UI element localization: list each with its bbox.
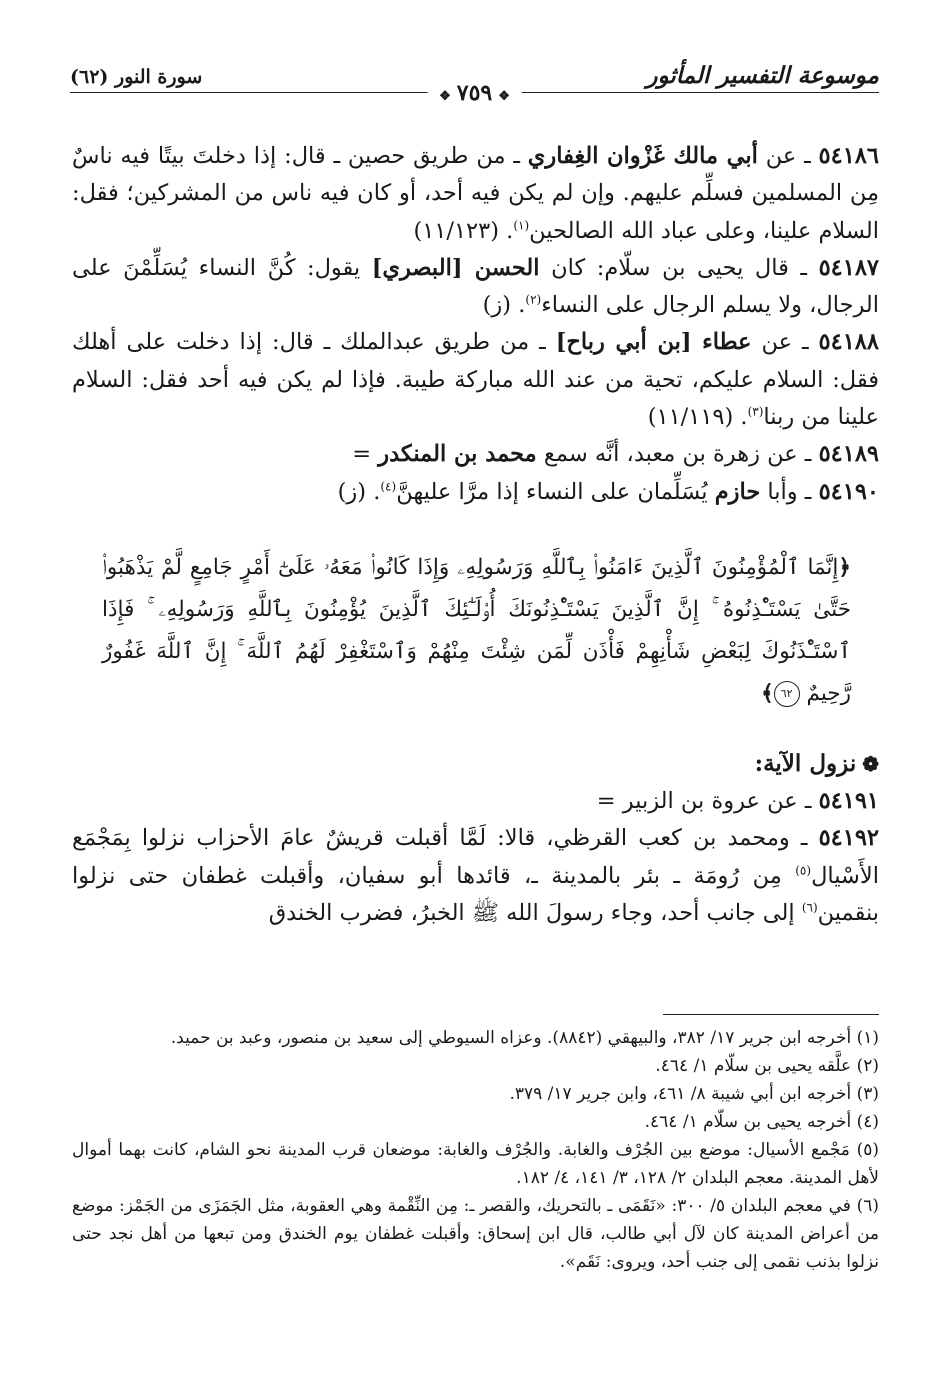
footnote-marker[interactable]: (٦) [801,900,818,915]
entry-54190 [72,474,879,511]
entry-text: ـ عن عروة بن الزبير = [596,787,819,814]
entry-number: ٥٤١٩٠ [818,478,879,505]
footnote-marker[interactable]: (٤) [380,479,397,494]
entry-text: ـ قال يحيى بن سلّام: كان [539,254,819,281]
ornament-icon: ❖ [439,89,451,104]
footnote-marker[interactable]: (٥) [795,863,812,878]
entry-text: ـ عن [757,143,819,169]
quran-text: إِنَّمَا ٱلْمُؤْمِنُونَ ٱلَّذِينَ ءَامَنُوا۟ بِٱللَّهِ وَرَسُولِهِۦ وَإِذَا كَانُوا۟ مَعَهُۥ عَلَىٰٓ أَمْرٍ جَامِعٍ لَّمْ يَذْهَبُوا۟ حَتَّىٰ يَسْتَـْٔذِنُوهُ ۚ إِنَّ ٱلَّذِينَ يَسْتَـْٔذِنُونَكَ أُو۟لَـٰٓئِكَ ٱلَّذِينَ يُؤْمِنُونَ بِٱللَّهِ وَرَسُولِهِۦ ۚ فَإِذَا ٱسْتَـْٔذَنُوكَ لِبَعْضِ شَأْنِهِمْ فَأْذَن لِّمَن شِئْتَ مِنْهُمْ وَٱسْتَغْفِرْ لَهُمُ ٱللَّهَ ۚ إِنَّ ٱللَّهَ غَفُورٌ رَّحِيمٌ [102,554,851,706]
entry-54186 [72,138,879,250]
entry-number: ٥٤١٨٧ [818,254,880,281]
entry-number: ٥٤١٩١ [818,787,879,814]
entry-54191 [72,783,879,820]
ornament-icon: ❖ [498,89,510,104]
narrator-name: حازم [714,478,761,505]
book-title: موسوعة التفسير المأثور [646,62,879,89]
footnotes [72,1024,879,1276]
volume-reference: . (١١/١١٩) [647,404,748,431]
entry-54192 [72,820,879,932]
quran-close-bracket: ﴾ [761,680,774,706]
narrator-name: عطاء [بن أبي رباح] [555,329,752,356]
volume-reference: . (ز) [482,292,526,319]
page-number [427,80,522,106]
section-title: نزول الآية: [754,749,857,777]
entry-text: ـ من طريق حصين ـ قال: إذا دخلتَ بيتًا فيه ناسٌ مِن المسلمين فسلِّم عليهم. وإن لم يكن فيه أحد، أو كان فيه ناس من المشركين؛ فقل: السلام علينا، وعلى عباد الله الصالحين [72,143,879,244]
footnote-5: (٥) مَجْمع الأسيال: موضع بين الجُرْف والغابة. والجُرْف والغابة: موضعان قرب المدينة نحو الشام، كانت بهما أموال لأهل المدينة. معجم البلدان ٢/ ١٢٨، ٣/ ١٤١، ٤/ ١٨٢. [72,1140,879,1188]
entry-text: ـ وأبا [760,478,819,505]
entry-text: ـ ومحمد بن كعب القرظي، قالا: لَمَّا أقبلت قريشٌ عامَ الأحزاب نزلوا بِمَجْمَع الأَسْيال [72,825,879,889]
entry-text: = [352,441,379,468]
entry-text: يقول: كُنَّ النساء يُسَلِّمْنَ على الرجال، ولا يسلم الرجال على النساء [72,254,879,319]
entry-54189 [72,436,879,473]
footnote-marker[interactable]: (٢) [525,292,542,307]
quran-open-bracket: ﴿ [838,554,851,580]
footnote-separator [663,1014,879,1015]
entry-number: ٥٤١٨٨ [818,329,879,356]
narrator-name: محمد بن المنكدر [378,441,537,468]
entry-text: مِن رُومَة ـ بئر بالمدينة ـ، قائدها أبو سفيان، وأقبلت غطفان حتى نزلوا بنقمين [72,862,879,926]
footnote-marker[interactable]: (١) [513,218,530,233]
footnote-1: (١) أخرجه ابن جرير ١٧/ ٣٨٢، والبيهقي (٨٨٤٢). وعزاه السيوطي إلى سعيد بن منصور، وعبد بن حميد. [170,1028,879,1048]
volume-reference: . (١١/١٢٣) [413,217,514,244]
entry-text: ـ من طريق عبدالملك ـ قال: إذا دخلت على أهلك فقل: السلام عليكم، تحية من عند الله مباركة طيبة. فإذا لم يكن فيه أحد فقل: السلام علينا من ربنا [72,329,879,431]
entry-number: ٥٤١٨٦ [818,143,879,169]
narrator-name: أبي مالك غَزْوان الغِفاري [527,143,758,169]
flower-icon: ❁ [862,751,879,776]
entry-text: يُسَلِّمان على النساء إذا مرَّا عليهنَّ [396,478,715,505]
quran-verse [72,547,879,715]
ayah-number-marker: ٦٢ [774,681,800,707]
volume-reference: . (ز) [337,478,381,505]
footnote-2: (٢) علَّقه يحيى بن سلّام ١/ ٤٦٤. [655,1056,879,1076]
entry-54188 [72,324,879,436]
footnote-4: (٤) أخرجه يحيى بن سلّام ١/ ٤٦٤. [644,1112,879,1132]
entry-text: ـ عن [751,329,819,356]
surah-name: سورة النور (٦٢) [70,66,203,88]
entry-number: ٥٤١٩٢ [818,825,879,852]
entry-number: ٥٤١٨٩ [818,441,879,468]
entry-text: إلى جانب أحد، وجاء رسولَ الله ﷺ الخبرُ، فضرب الخندق [268,899,802,926]
running-header [70,58,879,110]
footnote-3: (٣) أخرجه ابن أبي شيبة ٨/ ٤٦١، وابن جرير ١٧/ ٣٧٩. [509,1084,879,1104]
page-number-value: ٧٥٩ [456,80,493,106]
section-heading [72,745,879,783]
entry-54187 [72,250,879,325]
footnote-marker[interactable]: (٣) [747,404,764,419]
narrator-name: الحسن [البصري] [371,254,540,281]
main-text [72,138,879,932]
entry-text: ـ عن زهرة بن معبد، أنَّه سمع [536,441,819,468]
footnote-6: (٦) في معجم البلدان ٥/ ٣٠٠: «نَقَمَى ـ بالتحريك، والقصر ـ: مِن النِّقْمة وهي العقوبة، مثل الجَمَزَى من الجَمْز: موضع من أعراض المدينة كان لآل أبي طالب، قال ابن إسحاق: وأقبلت غطفان يوم الخندق ومن تبعها من أهل نجد حتى نزلوا بذنب نقمى إلى جنب أحد، ويروى: نَقَم». [72,1196,879,1272]
